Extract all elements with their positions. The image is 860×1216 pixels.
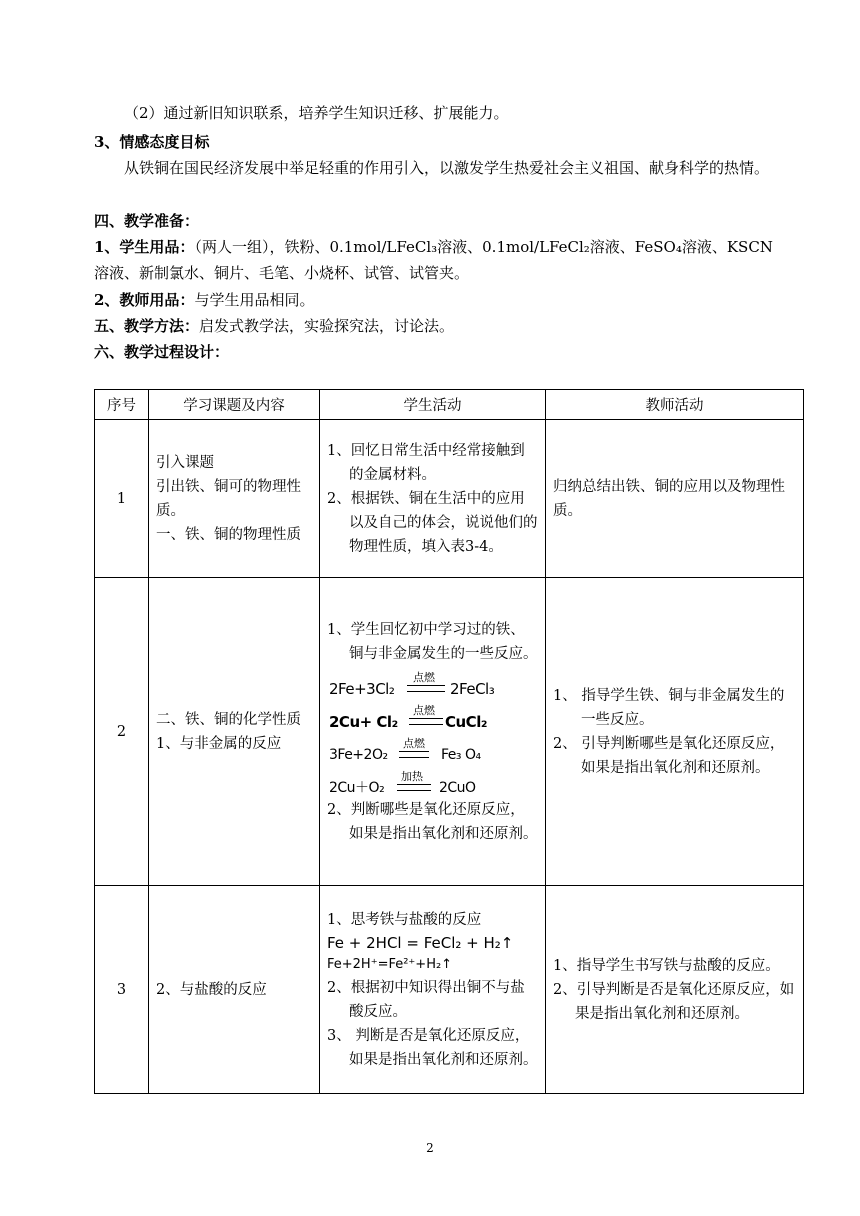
equation-left: 2Fe+3Cl₂ [329, 679, 395, 698]
row-topic [149, 578, 320, 886]
row-student-activity [320, 578, 546, 886]
method-line [94, 315, 794, 337]
equation-equals-bar [407, 685, 445, 692]
row-number: 2 [95, 578, 149, 886]
student-activity-item: 2、根据初中知识得出铜不与盐酸反应。 [327, 979, 525, 1020]
teacher-activity-item: 2、 引导判断哪些是氧化还原反应，如果是指出氧化剂和还原剂。 [553, 735, 785, 776]
student-supplies-text-2: 溶液、新制氯水、铜片、毛笔、小烧杯、试管、试管夹。 [94, 264, 470, 282]
header-teacher-activity: 教师活动 [546, 390, 804, 420]
equation-left: 2Cu+ Cl₂ [329, 712, 398, 731]
page-number: 2 [426, 1141, 434, 1155]
header-student-activity: 学生活动 [320, 390, 546, 420]
topic-line: 一、铁、铜的物理性质 [156, 526, 301, 543]
equation-right: 2FeCl₃ [450, 679, 495, 698]
teacher-supplies-line [94, 289, 794, 311]
teacher-activity-item: 1、指导学生书写铁与盐酸的反应。 [553, 957, 780, 974]
equation-condition: 点燃 [413, 670, 435, 684]
student-activity-item: 3、 判断是否是氧化还原反应，如果是指出氧化剂和还原剂。 [327, 1027, 538, 1068]
equation-left: 2Cu＋O₂ [329, 779, 385, 796]
row-student-activity [320, 886, 546, 1094]
row-teacher-activity: 归纳总结出铁、铜的应用以及物理性质。 [546, 420, 804, 578]
row-number: 3 [95, 886, 149, 1094]
equation-equals-bar [409, 718, 443, 725]
prep-heading: 四、教学准备： [94, 212, 200, 230]
equation-condition: 点燃 [403, 736, 425, 750]
row-topic: 2、与盐酸的反应 [149, 886, 320, 1094]
equation-right: CuCl₂ [445, 712, 487, 731]
equation-right: 2CuO [439, 779, 476, 796]
equation-fe-hcl: Fe + 2HCl = FeCl₂ + H₂↑ [327, 933, 514, 952]
row-number: 1 [95, 420, 149, 578]
student-activity-item: 2、根据铁、铜在生活中的应用以及自己的体会，说说他们的物理性质，填入表3-4。 [327, 490, 538, 555]
teacher-supplies-label: 2、教师用品： [94, 291, 195, 309]
student-supplies-line-1 [94, 236, 794, 258]
table-header-row [95, 390, 804, 420]
equation-left: 3Fe+2O₂ [329, 746, 388, 763]
topic-line: 1、与非金属的反应 [156, 735, 282, 752]
topic-line: 引入课题 [156, 454, 214, 471]
teacher-activity-item: 2、引导判断是否是氧化还原反应，如果是指出氧化剂和还原剂。 [553, 981, 795, 1022]
process-heading: 六、教学过程设计： [94, 343, 230, 361]
emotion-goal-heading: 3、情感态度目标 [94, 133, 210, 151]
student-supplies-text-1: （两人一组），铁粉、0.1mol/LFeCl₃溶液、0.1mol/LFeCl₂溶液、FeSO₄溶液、KSCN [194, 238, 773, 256]
equation-equals-bar [399, 751, 429, 758]
table-row [95, 886, 804, 1094]
teaching-process-table [94, 389, 804, 1094]
header-topic: 学习课题及内容 [149, 390, 320, 420]
emotion-goal-text: 从铁铜在国民经济发展中举足轻重的作用引入，以激发学生热爱社会主义祖国、献身科学的热情。 [124, 159, 770, 177]
teacher-activity-item: 1、 指导学生铁、铜与非金属发生的一些反应。 [553, 687, 785, 728]
method-text: 启发式教学法，实验探究法，讨论法。 [199, 317, 455, 335]
topic-line: 二、铁、铜的化学性质 [156, 711, 301, 728]
student-activity-item: 1、思考铁与盐酸的反应 [327, 911, 482, 928]
equation-fe-cl2 [327, 666, 538, 699]
equation-condition: 加热 [401, 769, 423, 783]
student-activity-item: 2、判断哪些是氧化还原反应，如果是指出氧化剂和还原剂。 [327, 801, 538, 842]
topic-line: 引出铁、铜可的物理性质。 [156, 478, 301, 519]
row-teacher-activity [546, 886, 804, 1094]
equation-equals-bar [397, 784, 431, 791]
row-student-activity [320, 420, 546, 578]
row-topic [149, 420, 320, 578]
ability-goal-2: （2）通过新旧知识联系，培养学生知识迁移、扩展能力。 [124, 104, 509, 122]
equation-right: Fe₃ O₄ [441, 746, 481, 763]
teacher-supplies-text: 与学生用品相同。 [194, 291, 315, 309]
header-no: 序号 [95, 390, 149, 420]
equation-cu-cl2 [327, 699, 538, 732]
equation-condition: 点燃 [413, 703, 435, 717]
student-supplies-label: 1、学生用品： [94, 238, 195, 256]
row-teacher-activity [546, 578, 804, 886]
equation-fe-ion: Fe+2H⁺=Fe²⁺+H₂↑ [327, 956, 453, 972]
method-label: 五、教学方法： [94, 317, 200, 335]
equation-cu-o2 [327, 765, 538, 798]
equation-fe-o2 [327, 732, 538, 765]
table-row [95, 578, 804, 886]
table-row [95, 420, 804, 578]
student-activity-item: 1、学生回忆初中学习过的铁、铜与非金属发生的一些反应。 [327, 621, 538, 662]
student-activity-item: 1、回忆日常生活中经常接触到的金属材料。 [327, 442, 525, 483]
